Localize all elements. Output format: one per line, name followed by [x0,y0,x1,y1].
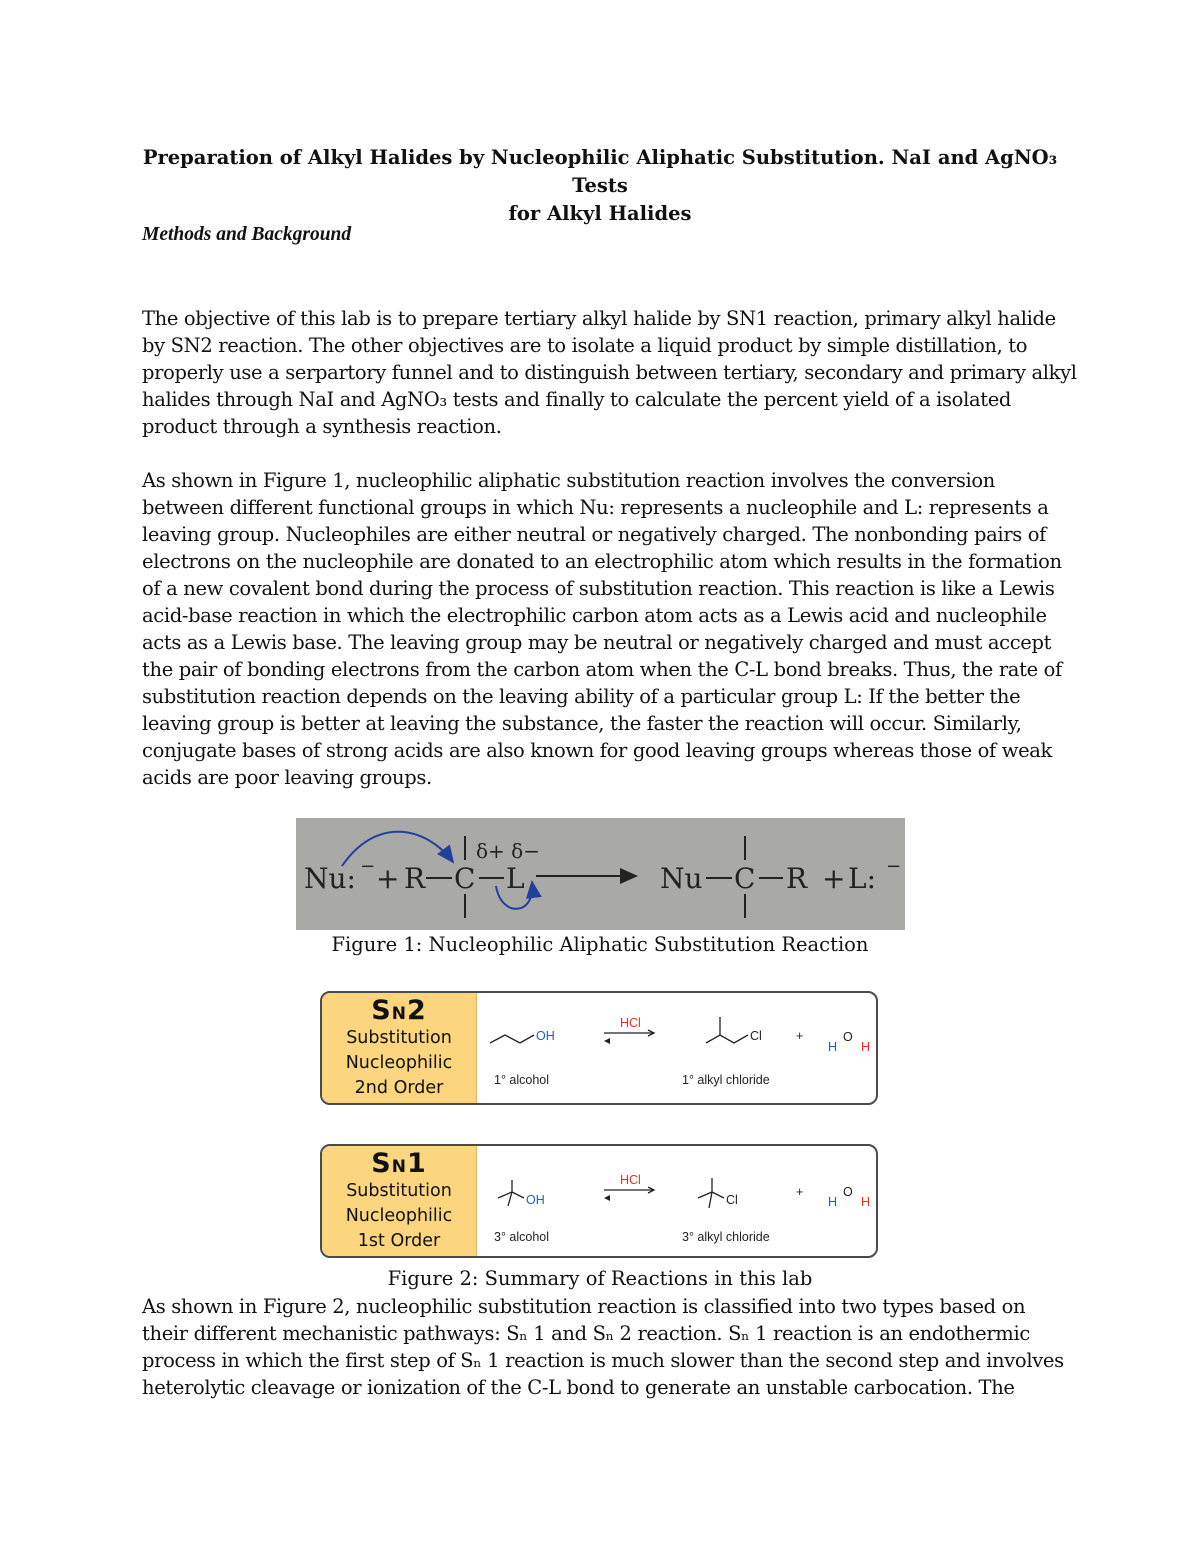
primary-chloride-skeleton [706,1035,748,1043]
text-line: product through a synthesis reaction. [142,415,502,438]
sn1-product-label: 3° alkyl chloride [682,1230,770,1244]
text-line: substitution reaction depends on the leaving ability of a particular group L: If the better the [142,685,1021,708]
sn2-word-order: 2nd Order [354,1078,444,1098]
tertiary-chloride-bond-right [712,1192,724,1198]
text-line: heterolytic cleavage or ionization of the C-L bond to generate an unstable carbocation. The [142,1376,1015,1399]
title-line-1: Preparation of Alkyl Halides by Nucleophilic Aliphatic Substitution. NaI and AgNO₃ Tests [142,146,1058,197]
primary-alcohol-skeleton [490,1035,534,1043]
partial-charges: δ+ δ− [476,839,540,863]
tertiary-chloride-bond-left [698,1192,712,1198]
sn1-heading: SN1 [371,1148,427,1179]
text-line: As shown in Figure 2, nucleophilic substitution reaction is classified into two types based on [142,1295,1026,1318]
nu-symbol: Nu: [304,862,356,895]
figure-1-caption: Figure 1: Nucleophilic Aliphatic Substitution Reaction [331,933,869,956]
sn1-reactant-label: 3° alcohol [494,1230,550,1244]
sn1-water-h2: H [861,1195,871,1209]
sn2-reactant-label: 1° alcohol [494,1073,550,1087]
sn2-heading: SN2 [371,995,427,1026]
text-line: process in which the first step of Sₙ 1 reaction is much slower than the second step and involves [142,1349,1064,1372]
r-symbol: R [404,862,426,895]
sn2-reagent: HCl [620,1016,641,1030]
text-line: properly use a serpartory funnel and to distinguish between tertiary, secondary and primary alkyl [142,361,1077,384]
sn1-word-order: 1st Order [357,1231,441,1251]
sn2-water-o: O [843,1030,853,1044]
sn2-product-label: 1° alkyl chloride [682,1073,770,1087]
text-line: The objective of this lab is to prepare tertiary alkyl halide by SN1 reaction, primary alkyl halide [142,307,1056,330]
sn2-scheme [476,993,876,1103]
sn1-reagent: HCl [620,1173,641,1187]
sn1-reaction-box [320,1144,878,1258]
text-line: by SN2 reaction. The other objectives are to isolate a liquid product by simple distillation, to [142,334,1028,357]
sn1-word-substitution: Substitution [346,1181,452,1201]
text-line: As shown in Figure 1, nucleophilic aliphatic substitution reaction involves the conversion [142,469,995,492]
sn1-plus: + [796,1185,804,1199]
figure-2-caption: Figure 2: Summary of Reactions in this lab [387,1267,813,1290]
title-line-2: for Alkyl Halides [508,202,692,225]
text-line: electrons on the nucleophile are donated to an electrophilic atom which results in the formation [142,550,1062,573]
sn1-water-h1: H [828,1195,838,1209]
nucleophile-attack-arrow [342,832,453,866]
text-line: their different mechanistic pathways: Sₙ 1 and Sₙ 2 reaction. Sₙ 1 reaction is an endothermic [142,1322,1030,1345]
plus-sign: + [376,862,400,895]
paragraph-figure1-intro [142,467,1062,791]
nu-charge: − [360,856,376,877]
c-symbol: C [454,862,476,895]
paragraph-objective [142,305,1077,440]
l-symbol: L [506,862,525,895]
text-line: the pair of bonding electrons from the carbon atom when the C-L bond breaks. Thus, the rate of [142,658,1062,681]
product-r: R [786,862,808,895]
sn2-reaction-box [320,991,878,1105]
text-line: acts as a Lewis base. The leaving group may be neutral or negatively charged and must accept [142,631,1052,654]
figure-1-diagram [296,818,905,930]
sn1-water-o: O [843,1185,853,1199]
sn2-water-h1: H [828,1040,838,1054]
section-heading: Methods and Background [142,224,352,245]
text-line: conjugate bases of strong acids are also known for good leaving groups whereas those of weak [142,739,1052,762]
product-c: C [734,862,756,895]
text-line: acid-base reaction in which the electrophilic carbon atom acts as a Lewis acid and nucleophile [142,604,1047,627]
sn2-plus: + [796,1029,804,1043]
tertiary-chloride-bond-down [709,1192,712,1208]
sn2-reactant-oh: OH [536,1029,555,1043]
document-title [140,144,1060,228]
sn2-word-nucleophilic: Nucleophilic [345,1053,453,1073]
sn1-label-panel [322,1146,477,1256]
sn1-product-cl: Cl [726,1193,738,1207]
text-line: acids are poor leaving groups. [142,766,432,789]
sn2-word-substitution: Substitution [346,1028,452,1048]
text-line: of a new covalent bond during the process of substitution reaction. This reaction is like a Lewis [142,577,1055,600]
tertiary-alcohol-bond-right [512,1192,524,1198]
sn2-label-panel [322,993,477,1103]
product-nu: Nu [660,862,703,895]
product-l-charge: − [886,856,902,877]
sn1-word-nucleophilic: Nucleophilic [345,1206,453,1226]
sn2-water-h2: H [861,1040,871,1054]
text-line: leaving group is better at leaving the substance, the faster the reaction will occur. Similarly, [142,712,1022,735]
sn1-reactant-oh: OH [526,1193,545,1207]
paragraph-sn-types [142,1293,1062,1401]
sn2-product-cl: Cl [750,1029,762,1043]
sn2-reverse-arrowhead [604,1038,610,1044]
sn1-reverse-arrowhead [604,1195,610,1201]
text-line: halides through NaI and AgNO₃ tests and finally to calculate the percent yield of a isolated [142,388,1012,411]
figure-1-image [296,818,905,930]
product-plus: + [822,862,846,895]
product-l: L: [848,862,877,895]
sn1-scheme [476,1146,876,1256]
text-line: leaving group. Nucleophiles are either neutral or negatively charged. The nonbonding pairs of [142,523,1047,546]
text-line: between different functional groups in which Nu: represents a nucleophile and L: represents a [142,496,1049,519]
